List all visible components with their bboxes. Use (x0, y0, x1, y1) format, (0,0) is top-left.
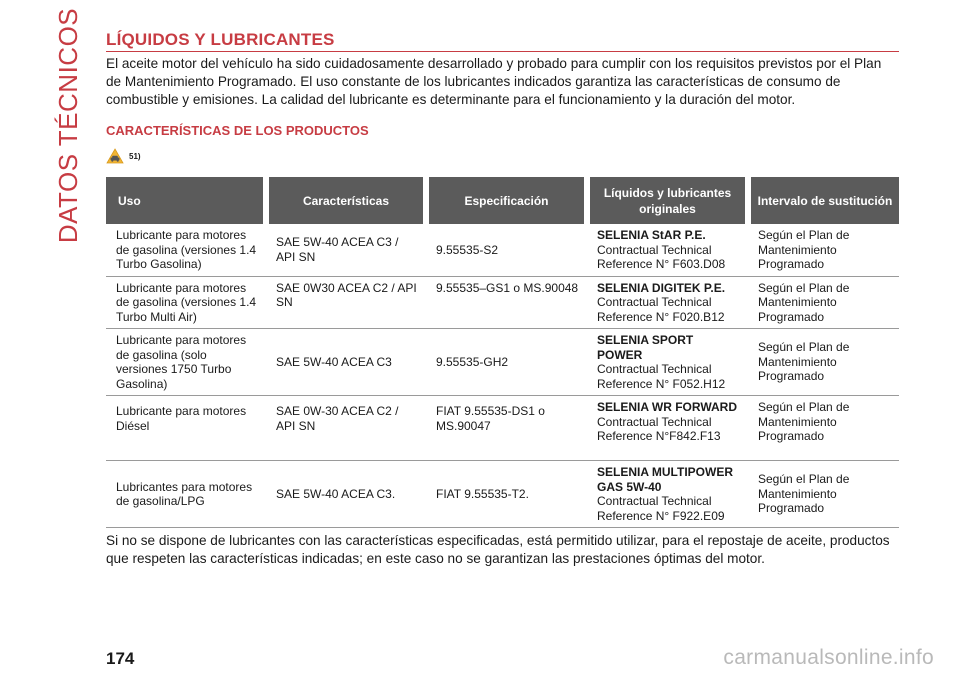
cell-specification: FIAT 9.55535-T2. (426, 461, 587, 528)
fluid-reference: Contractual Technical Reference N° F020.B12 (597, 295, 725, 324)
cell-specification: 9.55535-GH2 (426, 329, 587, 396)
cell-use: Lubricante para motores Diésel (106, 396, 266, 461)
products-subheading: CARACTERÍSTICAS DE LOS PRODUCTOS (106, 123, 369, 138)
cell-characteristics: SAE 5W-40 ACEA C3 (266, 329, 426, 396)
cell-specification: 9.55535–GS1 o MS.90048 (426, 276, 587, 329)
warning-ref-number: 51) (129, 151, 141, 161)
cell-interval: Según el Plan de Mantenimiento Programado (748, 276, 899, 329)
cell-characteristics: SAE 0W30 ACEA C2 / API SN (266, 276, 426, 329)
warning-triangle-icon (106, 148, 124, 164)
cell-specification: 9.55535-S2 (426, 224, 587, 276)
cell-characteristics: SAE 5W-40 ACEA C3 / API SN (266, 224, 426, 276)
page-content (106, 30, 899, 568)
cell-fluid (587, 224, 748, 276)
cell-interval: Según el Plan de Mantenimiento Programado (748, 224, 899, 276)
page-heading: LÍQUIDOS Y LUBRICANTES (106, 30, 899, 52)
products-table (106, 177, 899, 528)
fluid-name: SELENIA DIGITEK P.E. (597, 280, 726, 295)
header-caracteristicas: Características (266, 177, 426, 224)
table-row (106, 396, 899, 461)
header-liquidos: Líquidos y lubricantes originales (587, 177, 748, 224)
cell-use: Lubricante para motores de gasolina (versiones 1.4 Turbo Gasolina) (106, 224, 266, 276)
table-row (106, 276, 899, 329)
cell-fluid (587, 396, 748, 461)
cell-fluid (587, 276, 748, 329)
section-side-title (52, 7, 86, 243)
cell-use: Lubricante para motores de gasolina (versiones 1.4 Turbo Multi Air) (106, 276, 266, 329)
header-intervalo: Intervalo de sustitución (748, 177, 899, 224)
cell-fluid (587, 329, 748, 396)
header-uso: Uso (106, 177, 266, 224)
cell-interval: Según el Plan de Mantenimiento Programado (748, 461, 899, 528)
fluid-name: SELENIA WR FORWARD (597, 400, 737, 414)
table-header-row (106, 177, 899, 224)
table-row (106, 461, 899, 528)
table-row (106, 329, 899, 396)
fluid-name: SELENIA SPORT POWER (597, 333, 694, 362)
fluid-reference: Contractual Technical Reference N° F052.H12 (597, 362, 726, 391)
cell-interval: Según el Plan de Mantenimiento Programado (748, 396, 899, 461)
fluid-reference: Contractual Technical Reference N° F603.D08 (597, 242, 726, 271)
fluid-name: SELENIA StAR P.E. (597, 228, 706, 242)
intro-paragraph: El aceite motor del vehículo ha sido cuidadosamente desarrollado y probado para cumplir con los requisitos previstos por el Plan de Mantenimiento Programado. El uso constante de los lubricantes indicados garantiza las características de consumo de combustible y emisiones. La calidad del lubricante es determinante para el funcionamiento y la duración del motor. (106, 56, 882, 107)
cell-specification: FIAT 9.55535-DS1 o MS.90047 (426, 396, 587, 461)
cell-use: Lubricante para motores de gasolina (solo versiones 1750 Turbo Gasolina) (106, 329, 266, 396)
watermark: carmanualsonline.info (723, 646, 934, 669)
fluid-name: SELENIA MULTIPOWER GAS 5W-40 (597, 465, 733, 494)
table-row (106, 224, 899, 276)
cell-interval: Según el Plan de Mantenimiento Programado (748, 329, 899, 396)
fluid-reference: Contractual Technical Reference N°F842.F13 (597, 414, 721, 443)
section-side-title-text: DATOS TÉCNICOS (53, 7, 84, 243)
cell-characteristics: SAE 0W-30 ACEA C2 / API SN (266, 396, 426, 461)
warning-reference (106, 146, 899, 166)
cell-fluid (587, 461, 748, 528)
fluid-reference: Contractual Technical Reference N° F922.E09 (597, 494, 725, 523)
header-especificacion: Especificación (426, 177, 587, 224)
cell-characteristics: SAE 5W-40 ACEA C3. (266, 461, 426, 528)
cell-use: Lubricantes para motores de gasolina/LPG (106, 461, 266, 528)
page-number: 174 (106, 649, 135, 668)
footer-paragraph: Si no se dispone de lubricantes con las características especificadas, está permitido utilizar, para el repostaje de aceite, productos que respeten las características indicadas; en este caso no se garantizan las prestaciones óptimas del motor. (106, 533, 890, 566)
